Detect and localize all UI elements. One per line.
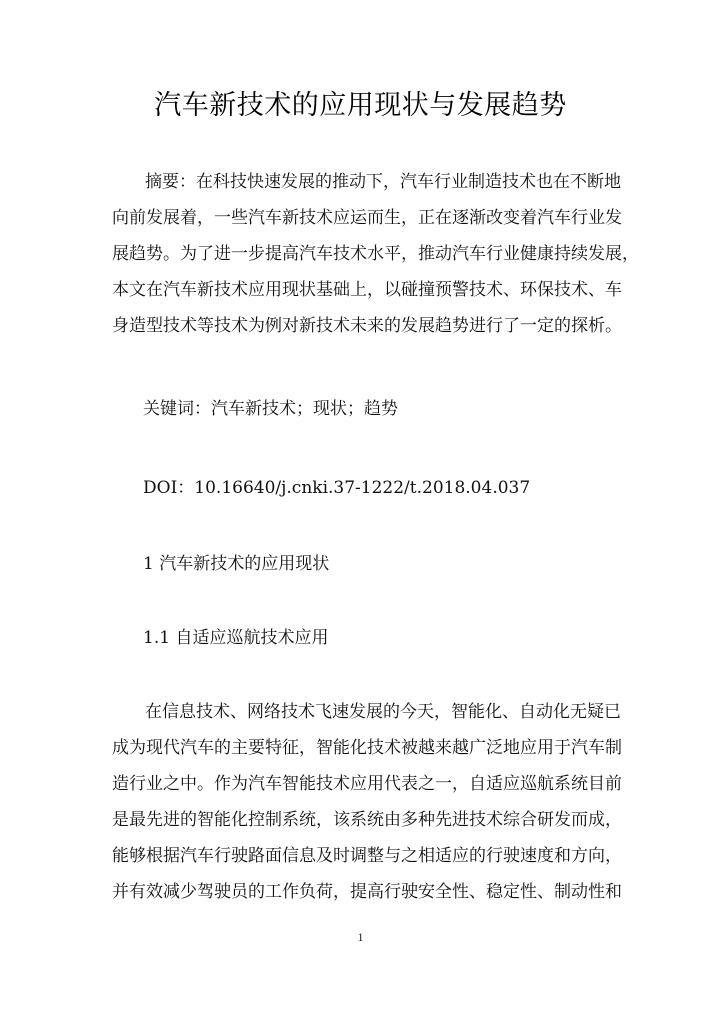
abstract-line: 展趋势。为了进一步提高汽车技术水平，推动汽车行业健康持续发展， [112,244,639,264]
abstract-line: 本文在汽车新技术应用现状基础上，以碰撞预警技术、环保技术、车 [112,280,622,300]
abstract-line: 向前发展着，一些汽车新技术应运而生，正在逐渐改变着汽车行业发 [112,208,622,228]
document-title: 汽车新技术的应用现状与发展趋势 [154,90,567,121]
page-number: 1 [357,930,364,944]
section-heading-1-1: 1.1 自适应巡航技术应用 [143,628,329,648]
body-line: 成为现代汽车的主要特征，智能化技术被越来越广泛地应用于汽车制 [112,738,622,758]
body-line: 在信息技术、网络技术飞速发展的今天，智能化、自动化无疑已 [145,702,621,722]
abstract-line: 身造型技术等技术为例对新技术未来的发展趋势进行了一定的探析。 [112,316,622,336]
body-line: 能够根据汽车行驶路面信息及时调整与之相适应的行驶速度和方向， [112,846,622,866]
abstract-line: 摘要：在科技快速发展的推动下，汽车行业制造技术也在不断地 [145,172,621,192]
body-line: 造行业之中。作为汽车智能技术应用代表之一，自适应巡航系统目前 [112,774,622,794]
body-line: 是最先进的智能化控制系统，该系统由多种先进技术综合研发而成， [112,810,622,830]
doi: DOI：10.16640/j.cnki.37-1222/t.2018.04.037 [143,478,531,498]
section-heading-1: 1 汽车新技术的应用现状 [143,554,330,574]
keywords: 关键词：汽车新技术；现状；趋势 [143,399,398,419]
body-line: 并有效减少驾驶员的工作负荷，提高行驶安全性、稳定性、制动性和 [112,882,622,902]
